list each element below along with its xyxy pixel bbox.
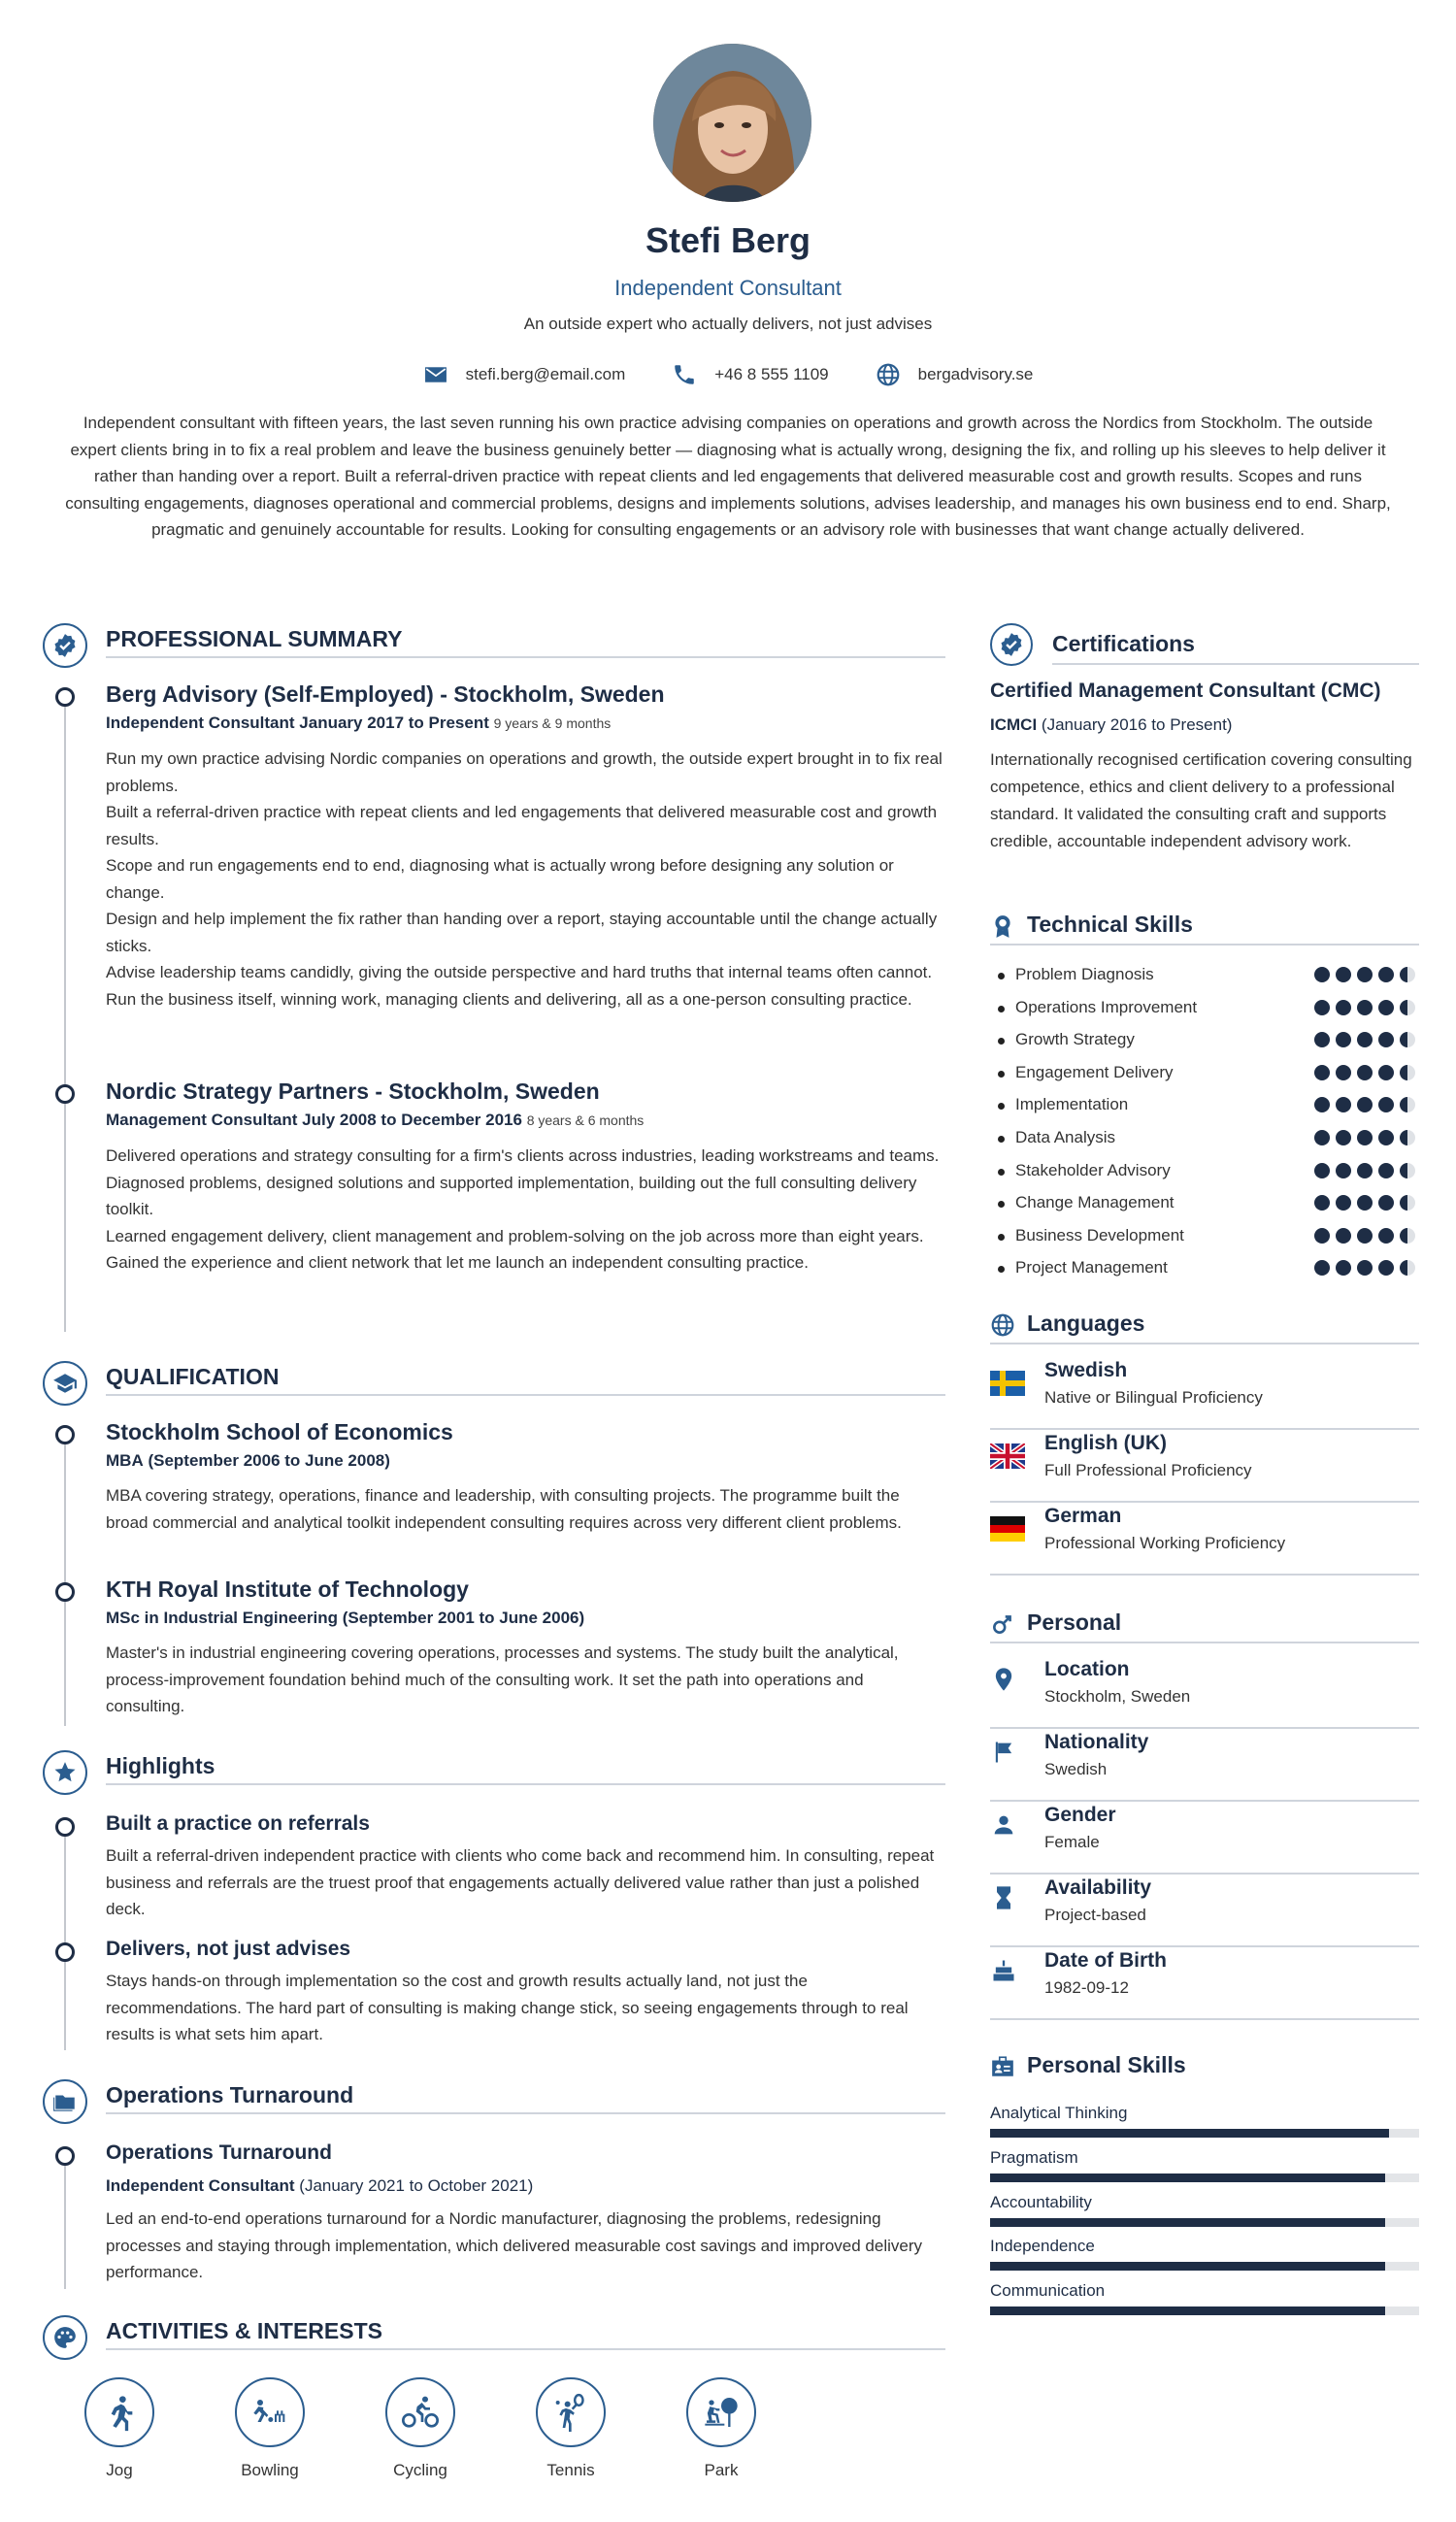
sweden-flag bbox=[990, 1371, 1025, 1396]
skill-name: Business Development bbox=[1015, 1225, 1184, 1244]
bullet bbox=[998, 973, 1005, 979]
timeline-dot bbox=[55, 687, 75, 707]
rating-dot bbox=[1357, 1097, 1373, 1112]
personal-rule bbox=[990, 1642, 1419, 1643]
phone-icon bbox=[672, 362, 697, 387]
personal-value: 1982-09-12 bbox=[1044, 1978, 1129, 1997]
job-duration: 8 years & 6 months bbox=[526, 1112, 645, 1128]
cert-dates: (January 2016 to Present) bbox=[1041, 715, 1233, 734]
activities-badge bbox=[43, 2315, 87, 2360]
skill-bar-track bbox=[990, 2306, 1419, 2315]
education-text: Master's in industrial engineering covering operations, processes and systems. The study built the analytical, process-improvement foundation behind much of the consulting work. It set the path into operations and consulting. bbox=[106, 1643, 899, 1715]
project-role: Independent Consultant bbox=[106, 2176, 295, 2195]
education-dates: (September 2001 to June 2006) bbox=[342, 1609, 585, 1627]
bullet bbox=[998, 1136, 1005, 1143]
cert-text: Internationally recognised certification covering consulting competence, ethics and client delivery to a professional standard. It validated the consulting craft and supports credible, accountable independent advisory work. bbox=[990, 750, 1412, 850]
rating-dot bbox=[1314, 1260, 1330, 1276]
technical-skill-row bbox=[990, 1061, 1419, 1093]
language-level: Native or Bilingual Proficiency bbox=[1044, 1388, 1263, 1407]
skill-rating bbox=[1314, 1032, 1415, 1047]
personal-value: Swedish bbox=[1044, 1760, 1108, 1778]
rating-dot bbox=[1357, 967, 1373, 982]
language-level: Full Professional Proficiency bbox=[1044, 1461, 1252, 1479]
activity-label: Bowling bbox=[241, 2461, 299, 2479]
highlight-entry bbox=[106, 1935, 945, 2048]
turnaround-rule bbox=[106, 2112, 945, 2114]
bullet bbox=[998, 1201, 1005, 1208]
rating-dot bbox=[1400, 967, 1415, 982]
project-dates: (January 2021 to October 2021) bbox=[299, 2176, 534, 2195]
highlights-section-header bbox=[43, 1750, 945, 1795]
rating-dot bbox=[1400, 1228, 1415, 1244]
cake-icon bbox=[990, 1957, 1017, 1984]
language-name: English (UK) bbox=[1044, 1432, 1167, 1454]
person-icon bbox=[990, 1811, 1017, 1839]
turnaround-section-header bbox=[43, 2079, 945, 2124]
phone-text: +46 8 555 1109 bbox=[714, 365, 829, 383]
rating-dot bbox=[1357, 1065, 1373, 1080]
technical-skills-rule bbox=[990, 944, 1419, 946]
germany-flag bbox=[990, 1516, 1025, 1542]
highlight-title: Built a practice on referrals bbox=[106, 1812, 370, 1835]
rating-dot bbox=[1357, 1130, 1373, 1145]
technical-skills-heading: Technical Skills bbox=[1027, 912, 1193, 937]
rating-dot bbox=[1336, 1065, 1351, 1080]
qualification-badge bbox=[43, 1361, 87, 1406]
skill-rating bbox=[1314, 1130, 1415, 1145]
rating-dot bbox=[1378, 1065, 1394, 1080]
skill-name: Problem Diagnosis bbox=[1015, 965, 1154, 983]
rating-dot bbox=[1314, 1000, 1330, 1015]
rating-dot bbox=[1400, 1195, 1415, 1211]
rating-dot bbox=[1314, 1195, 1330, 1211]
candidate-name: Stefi Berg bbox=[645, 220, 811, 260]
profile-photo bbox=[653, 44, 811, 202]
languages-heading: Languages bbox=[1027, 1311, 1145, 1336]
personal-label: Nationality bbox=[1044, 1731, 1149, 1753]
star-badge-icon bbox=[52, 1760, 78, 1785]
rating-dot bbox=[1314, 1032, 1330, 1047]
rating-dot bbox=[1336, 1260, 1351, 1276]
personal-skill bbox=[990, 2237, 1419, 2281]
skill-rating bbox=[1314, 1097, 1415, 1112]
technical-skill-row bbox=[990, 1256, 1419, 1288]
languages-rule bbox=[990, 1343, 1419, 1344]
contact-email[interactable] bbox=[423, 362, 626, 387]
job-role: Management Consultant bbox=[106, 1111, 298, 1129]
job-bullet: Diagnosed problems, designed solutions and supported implementation, building out the full consulting delivery toolkit. bbox=[106, 1173, 917, 1218]
turnaround-badge bbox=[43, 2079, 87, 2124]
job-bullets bbox=[106, 746, 945, 1012]
highlight-title: Delivers, not just advises bbox=[106, 1938, 351, 1960]
personal-value: Stockholm, Sweden bbox=[1044, 1687, 1191, 1706]
job-meta bbox=[106, 711, 945, 736]
technical-skill-row bbox=[990, 1028, 1419, 1060]
project-title: Operations Turnaround bbox=[106, 2141, 332, 2164]
qualification-rule bbox=[106, 1394, 945, 1396]
personal-skill-label: Analytical Thinking bbox=[990, 2104, 1128, 2122]
folder-icon bbox=[52, 2089, 78, 2114]
website-text: bergadvisory.se bbox=[917, 365, 1034, 383]
rating-dot bbox=[1314, 1163, 1330, 1178]
language-entry bbox=[990, 1357, 1419, 1430]
education-meta bbox=[106, 1606, 945, 1630]
personal-heading: Personal bbox=[1027, 1609, 1122, 1635]
rating-dot bbox=[1357, 1032, 1373, 1047]
activity-tennis bbox=[517, 2377, 624, 2480]
verified-badge-icon bbox=[999, 632, 1024, 657]
personal-gender bbox=[990, 1802, 1419, 1875]
personal-header bbox=[990, 1608, 1419, 1650]
location-pin-icon bbox=[990, 1666, 1017, 1693]
job-bullet: Run my own practice advising Nordic companies on operations and growth, the outside expert brought in to fix real problems. bbox=[106, 749, 943, 795]
summary-section-header bbox=[43, 623, 945, 668]
certifications-badge bbox=[990, 623, 1033, 666]
rating-dot bbox=[1400, 1130, 1415, 1145]
hourglass-icon bbox=[990, 1884, 1017, 1911]
summary-badge bbox=[43, 623, 87, 668]
education-dates: (September 2006 to June 2008) bbox=[148, 1451, 390, 1470]
technical-skill-row bbox=[990, 963, 1419, 995]
bowling-icon bbox=[250, 2393, 289, 2432]
activity-circle bbox=[536, 2377, 606, 2447]
personal-skill-label: Independence bbox=[990, 2237, 1095, 2256]
personal-label: Location bbox=[1044, 1658, 1130, 1680]
email-icon bbox=[423, 362, 448, 387]
timeline-dot bbox=[55, 1084, 75, 1104]
personal-skill bbox=[990, 2104, 1419, 2148]
project-entry bbox=[106, 2139, 945, 2286]
job-bullet: Design and help implement the fix rather than handing over a report, staying accountable until the change actually sticks. bbox=[106, 910, 938, 955]
rating-dot bbox=[1336, 1163, 1351, 1178]
personal-nationality bbox=[990, 1729, 1419, 1802]
personal-label: Availability bbox=[1044, 1876, 1152, 1899]
degree: MBA bbox=[106, 1451, 144, 1470]
technical-skill-row bbox=[990, 1224, 1419, 1256]
skill-name: Operations Improvement bbox=[1015, 997, 1198, 1016]
graduation-cap-icon bbox=[52, 1371, 78, 1396]
job-bullets bbox=[106, 1143, 945, 1277]
cycling-icon bbox=[401, 2393, 440, 2432]
rating-dot bbox=[1400, 1032, 1415, 1047]
bullet bbox=[998, 1071, 1005, 1078]
rating-dot bbox=[1378, 1032, 1394, 1047]
timeline-dot bbox=[55, 1425, 75, 1444]
skill-bar-fill bbox=[990, 2262, 1385, 2271]
rating-dot bbox=[1336, 1097, 1351, 1112]
certifications-section-header bbox=[990, 629, 1419, 672]
qualification-section-header bbox=[43, 1361, 945, 1406]
activity-label: Jog bbox=[106, 2461, 133, 2479]
job-duration: 9 years & 9 months bbox=[493, 715, 612, 731]
rating-dot bbox=[1314, 1097, 1330, 1112]
timeline-dot bbox=[55, 1817, 75, 1837]
personal-label: Gender bbox=[1044, 1804, 1116, 1826]
park-icon bbox=[702, 2393, 741, 2432]
skill-bar-track bbox=[990, 2218, 1419, 2227]
rating-dot bbox=[1378, 1228, 1394, 1244]
cert-issuer: ICMCI bbox=[990, 715, 1038, 734]
rating-dot bbox=[1400, 1163, 1415, 1178]
language-entry bbox=[990, 1503, 1419, 1576]
highlight-entry bbox=[106, 1809, 945, 1923]
skill-bar-fill bbox=[990, 2218, 1385, 2227]
skill-name: Engagement Delivery bbox=[1015, 1062, 1174, 1081]
language-level: Professional Working Proficiency bbox=[1044, 1534, 1286, 1552]
technical-skill-row bbox=[990, 1093, 1419, 1125]
skill-rating bbox=[1314, 1065, 1415, 1080]
bullet bbox=[998, 1234, 1005, 1241]
technical-skill-row bbox=[990, 1159, 1419, 1191]
degree: MSc in Industrial Engineering bbox=[106, 1609, 338, 1627]
rating-dot bbox=[1400, 1000, 1415, 1015]
skill-bar-track bbox=[990, 2262, 1419, 2271]
highlight-text: Stays hands-on through implementation so the cost and growth results actually land, not just the recommendations. The hard part of consulting is making change stick, so seeing engagements through to real results is what sets him apart. bbox=[106, 1972, 909, 2043]
skill-name: Change Management bbox=[1015, 1193, 1175, 1212]
activity-circle bbox=[235, 2377, 305, 2447]
rating-dot bbox=[1336, 1195, 1351, 1211]
rating-dot bbox=[1400, 1097, 1415, 1112]
skill-rating bbox=[1314, 1000, 1415, 1015]
rating-dot bbox=[1378, 1097, 1394, 1112]
personal-skills-heading: Personal Skills bbox=[1027, 2052, 1186, 2077]
rating-dot bbox=[1336, 1130, 1351, 1145]
rating-dot bbox=[1336, 1000, 1351, 1015]
globe-icon bbox=[990, 1312, 1015, 1338]
activities-rule bbox=[106, 2348, 945, 2350]
education-text: MBA covering strategy, operations, finance and leadership, with consulting projects. The programme built the broad commercial and analytical toolkit independent consulting requires across very different client problems. bbox=[106, 1486, 902, 1532]
personal-skills-header bbox=[990, 2050, 1419, 2093]
bullet bbox=[998, 1038, 1005, 1045]
skill-rating bbox=[1314, 1228, 1415, 1244]
contact-phone[interactable] bbox=[672, 362, 828, 387]
activity-circle bbox=[686, 2377, 756, 2447]
bullet bbox=[998, 1266, 1005, 1273]
skill-bar-fill bbox=[990, 2306, 1385, 2315]
job-role: Independent Consultant bbox=[106, 713, 295, 732]
skill-bar-fill bbox=[990, 2129, 1389, 2138]
job-bullet: Gained the experience and client network that let me launch an independent consulting practice. bbox=[106, 1253, 809, 1272]
project-text: Led an end-to-end operations turnaround for a Nordic manufacturer, diagnosing the problems, redesigning processes and staying through implementation, which delivered measurable cost savings and improved delivery performance. bbox=[106, 2209, 923, 2281]
education-meta bbox=[106, 1448, 945, 1473]
email-text: stefi.berg@email.com bbox=[465, 365, 626, 383]
rating-dot bbox=[1378, 1195, 1394, 1211]
activity-label: Tennis bbox=[546, 2461, 595, 2479]
certifications-heading: Certifications bbox=[1052, 631, 1195, 656]
qualification-timeline bbox=[64, 1435, 66, 1726]
rating-dot bbox=[1378, 1000, 1394, 1015]
rating-dot bbox=[1336, 1032, 1351, 1047]
technical-skill-row bbox=[990, 1126, 1419, 1158]
technical-skill-row bbox=[990, 1191, 1419, 1223]
rating-dot bbox=[1357, 1228, 1373, 1244]
personal-skill-label: Pragmatism bbox=[990, 2147, 1078, 2167]
certifications-rule bbox=[1052, 663, 1419, 665]
rating-dot bbox=[1314, 1228, 1330, 1244]
personal-skill bbox=[990, 2148, 1419, 2193]
skill-bar-track bbox=[990, 2174, 1419, 2182]
jog-icon bbox=[100, 2393, 139, 2432]
job-bullet: Learned engagement delivery, client management and problem-solving on the job across more than eight years. bbox=[106, 1226, 924, 1245]
activity-cycling bbox=[367, 2377, 474, 2480]
activity-jog bbox=[66, 2377, 173, 2480]
rating-dot bbox=[1336, 1228, 1351, 1244]
skill-rating bbox=[1314, 1163, 1415, 1178]
flag-icon bbox=[990, 1739, 1017, 1766]
job-bullet: Scope and run engagements end to end, diagnosing what is actually wrong before designing any solution or change. bbox=[106, 856, 894, 902]
skill-bar-fill bbox=[990, 2174, 1385, 2182]
rating-dot bbox=[1400, 1065, 1415, 1080]
highlight-text: Built a referral-driven independent practice with clients who come back and recommend him. In consulting, repeat business and referrals are the truest proof that engagements actually delivered value rather than just a polished deck. bbox=[106, 1846, 935, 1918]
activity-label: Park bbox=[704, 2461, 739, 2479]
job-title: Berg Advisory (Self-Employed) - Stockholm, Sweden bbox=[106, 681, 665, 707]
rating-dot bbox=[1378, 1260, 1394, 1276]
rating-dot bbox=[1357, 1000, 1373, 1015]
timeline-dot bbox=[55, 2146, 75, 2166]
skill-rating bbox=[1314, 1195, 1415, 1211]
activity-bowling bbox=[216, 2377, 323, 2480]
rating-dot bbox=[1314, 967, 1330, 982]
uk-flag bbox=[990, 1444, 1025, 1469]
highlights-rule bbox=[106, 1783, 945, 1785]
personal-skill-label: Communication bbox=[990, 2281, 1106, 2301]
activities-section-header bbox=[43, 2315, 945, 2360]
verified-badge-icon bbox=[52, 633, 78, 658]
summary-rule bbox=[106, 656, 945, 658]
contact-bar bbox=[0, 362, 1456, 387]
technical-skill-row bbox=[990, 996, 1419, 1028]
job-title: Nordic Strategy Partners - Stockholm, Sweden bbox=[106, 1078, 600, 1104]
language-name: German bbox=[1044, 1505, 1122, 1527]
languages-header bbox=[990, 1309, 1419, 1351]
bullet bbox=[998, 1169, 1005, 1176]
technical-skills-header bbox=[990, 910, 1419, 952]
cert-meta bbox=[990, 715, 1232, 735]
tennis-icon bbox=[551, 2393, 590, 2432]
timeline-dot bbox=[55, 1942, 75, 1962]
cert-title: Certified Management Consultant (CMC) bbox=[990, 680, 1381, 702]
personal-birthdate bbox=[990, 1947, 1419, 2020]
activities-heading: ACTIVITIES & INTERESTS bbox=[106, 2318, 382, 2343]
rating-dot bbox=[1378, 1163, 1394, 1178]
activity-circle bbox=[84, 2377, 154, 2447]
job-dates: July 2008 to December 2016 bbox=[302, 1111, 522, 1129]
personal-value: Female bbox=[1044, 1833, 1100, 1851]
rating-dot bbox=[1336, 967, 1351, 982]
id-badge-icon bbox=[990, 2054, 1015, 2079]
job-entry bbox=[106, 1077, 945, 1277]
project-meta bbox=[106, 2174, 945, 2198]
rating-dot bbox=[1357, 1195, 1373, 1211]
activity-label: Cycling bbox=[393, 2461, 447, 2479]
school-name: KTH Royal Institute of Technology bbox=[106, 1576, 469, 1602]
bullet bbox=[998, 1103, 1005, 1110]
school-name: Stockholm School of Economics bbox=[106, 1419, 453, 1444]
education-entry bbox=[106, 1575, 945, 1720]
personal-value: Project-based bbox=[1044, 1906, 1146, 1924]
education-entry bbox=[106, 1417, 945, 1536]
gender-symbol-icon bbox=[990, 1611, 1015, 1637]
personal-label: Date of Birth bbox=[1044, 1949, 1167, 1972]
turnaround-heading: Operations Turnaround bbox=[106, 2082, 354, 2107]
skill-rating bbox=[1314, 967, 1415, 982]
qualification-heading: QUALIFICATION bbox=[106, 1364, 280, 1389]
job-bullet: Built a referral-driven practice with repeat clients and led engagements that delivered measurable cost and growth results. bbox=[106, 803, 938, 848]
skill-name: Growth Strategy bbox=[1015, 1030, 1135, 1049]
rating-dot bbox=[1357, 1260, 1373, 1276]
job-bullet: Advise leadership teams candidly, giving the outside perspective and hard truths that internal teams often cannot. bbox=[106, 963, 933, 981]
personal-skill bbox=[990, 2281, 1419, 2326]
personal-skill bbox=[990, 2193, 1419, 2238]
rating-dot bbox=[1378, 967, 1394, 982]
personal-skill-label: Accountability bbox=[990, 2192, 1092, 2211]
activity-park bbox=[668, 2377, 775, 2480]
award-ribbon-icon bbox=[990, 913, 1015, 939]
highlights-timeline bbox=[64, 1825, 66, 2050]
summary-timeline bbox=[64, 699, 66, 1332]
contact-website[interactable] bbox=[876, 362, 1034, 387]
rating-dot bbox=[1378, 1130, 1394, 1145]
job-bullet: Run the business itself, winning work, managing clients and delivering, all as a one-person consulting practice. bbox=[106, 989, 912, 1009]
highlights-heading: Highlights bbox=[106, 1753, 215, 1778]
rating-dot bbox=[1357, 1163, 1373, 1178]
skill-bar-track bbox=[990, 2129, 1419, 2138]
globe-icon bbox=[876, 362, 901, 387]
rating-dot bbox=[1400, 1260, 1415, 1276]
skill-name: Implementation bbox=[1015, 1095, 1129, 1114]
turnaround-timeline bbox=[64, 2155, 66, 2289]
summary-heading: PROFESSIONAL SUMMARY bbox=[106, 626, 403, 651]
skill-rating bbox=[1314, 1260, 1415, 1276]
personal-availability bbox=[990, 1875, 1419, 1947]
bullet bbox=[998, 1006, 1005, 1012]
skill-name: Data Analysis bbox=[1015, 1128, 1115, 1146]
language-name: Swedish bbox=[1044, 1359, 1128, 1381]
job-dates: January 2017 to Present bbox=[299, 713, 489, 732]
personal-location bbox=[990, 1656, 1419, 1729]
skill-name: Project Management bbox=[1015, 1258, 1168, 1278]
candidate-tagline: An outside expert who actually delivers, not just advises bbox=[523, 315, 933, 333]
job-entry bbox=[106, 680, 945, 1012]
job-bullet: Delivered operations and strategy consulting for a firm's clients across industries, leading workstreams and teams. bbox=[106, 1146, 940, 1165]
language-entry bbox=[990, 1430, 1419, 1503]
rating-dot bbox=[1314, 1065, 1330, 1080]
palette-icon bbox=[52, 2325, 78, 2350]
candidate-title: Independent Consultant bbox=[614, 276, 842, 300]
skill-name: Stakeholder Advisory bbox=[1015, 1160, 1171, 1179]
timeline-dot bbox=[55, 1582, 75, 1602]
job-meta bbox=[106, 1108, 945, 1133]
rating-dot bbox=[1314, 1130, 1330, 1145]
bio-paragraph: Independent consultant with fifteen years, the last seven running his own practice advising companies on operations and growth across the Nordics from Stockholm. The outside expert clients bring in to fix a real problem and leave the business genuinely better — diagnosing what is actually wrong, designing the fix, and rolling up his sleeves to help deliver it rather than handing over a report. Built a referral-driven practice with repeat clients and led engagements that delivered measurable cost and growth results. Scopes and runs consulting engagements, diagnoses operational and commercial problems, designs and implements solutions, advises leadership, and manages his own business end to end. Sharp, pragmatic and genuinely accountable for results. Looking for consulting engagements or an advisory role with businesses that want change actually delivered. bbox=[65, 414, 1391, 539]
activity-circle bbox=[385, 2377, 455, 2447]
highlights-badge bbox=[43, 1750, 87, 1795]
